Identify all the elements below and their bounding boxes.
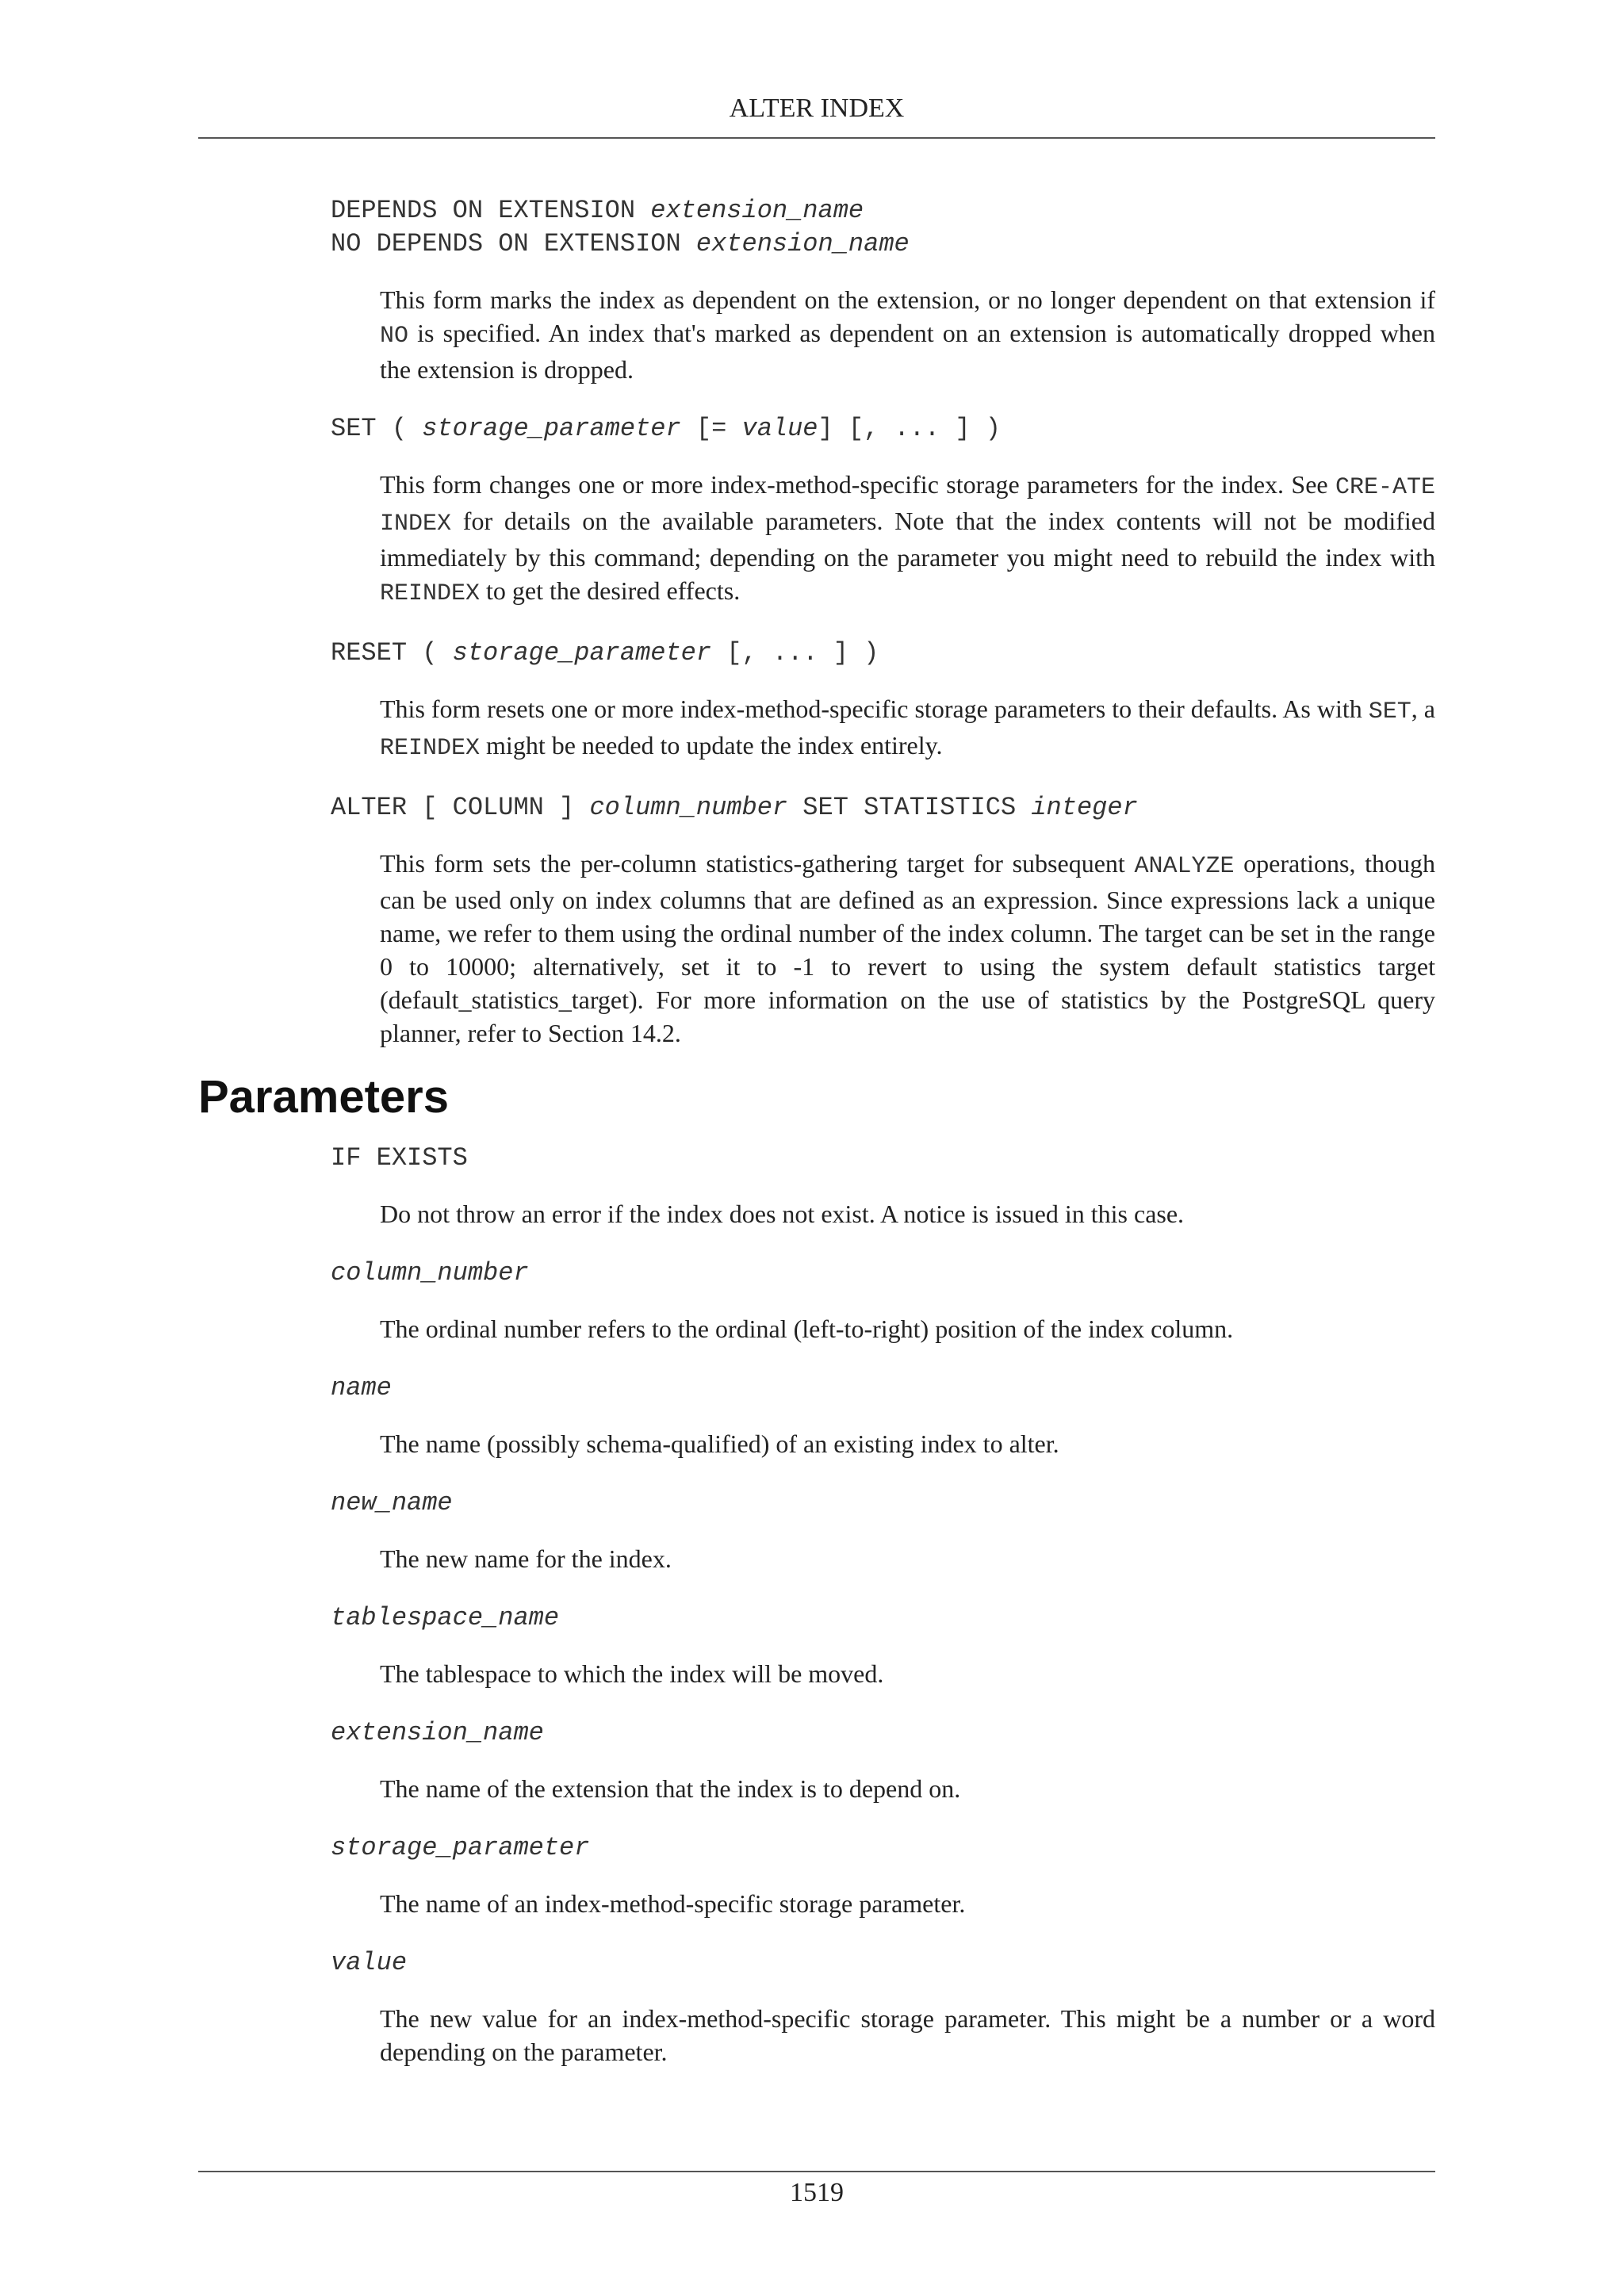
section-heading-parameters: Parameters — [198, 1071, 449, 1123]
param-term: storage_parameter — [331, 1833, 590, 1862]
page-number: 1519 — [790, 2178, 844, 2207]
footer-rule — [198, 2171, 1435, 2172]
form-depends-line2 — [331, 228, 1435, 261]
argument: extension_name — [695, 229, 910, 258]
running-header: ALTER INDEX — [729, 94, 905, 123]
keyword: NO DEPENDS ON EXTENSION — [331, 229, 696, 258]
form-depends-line1 — [331, 194, 1435, 228]
param-description: Do not throw an error if the index does not exist. A notice is issued in this case. — [380, 1200, 1185, 1228]
form-alter-column-syntax: ALTER [ COLUMN ] column_number SET STATISTICS integer — [331, 793, 1138, 822]
param-term: name — [331, 1373, 392, 1402]
param-term: new_name — [331, 1488, 453, 1517]
form-reset-syntax: RESET ( storage_parameter [, ... ] ) — [331, 638, 879, 668]
keyword: DEPENDS ON EXTENSION — [331, 196, 651, 225]
param-description: The tablespace to which the index will be moved. — [380, 1659, 884, 1688]
inline-code: REINDEX — [380, 580, 481, 607]
param-description: The name of the extension that the index is to depend on. — [380, 1774, 961, 1803]
param-term: extension_name — [331, 1718, 544, 1747]
param-term: IF EXISTS — [331, 1143, 468, 1173]
form-reset-description: This form resets one or more index-method-specific storage parameters to their defaults. As with SET, a REINDEX might be needed to update the index entirely. — [380, 695, 1436, 762]
param-term: value — [331, 1948, 408, 1977]
param-description: The name (possibly schema-qualified) of an existing index to alter. — [380, 1429, 1059, 1458]
param-description: The ordinal number refers to the ordinal (left-to-right) position of the index column. — [380, 1314, 1234, 1343]
param-term: column_number — [331, 1258, 529, 1288]
header-rule — [198, 137, 1435, 139]
inline-code: REINDEX — [380, 735, 481, 762]
page-content — [198, 194, 1435, 2068]
form-alter-column-description: This form sets the per-column statistics-gathering target for subsequent ANALYZE operations, though can be used only on index columns that are defined as an expression. Since expressions lack a unique name, we refer to them using the ordinal number of the index column. The target can be set in the range 0 to 10000; alternatively, set it to -1 to revert to using the system default statistics target (default_statistics_target). For more information on the use of statistics by the PostgreSQL query planner, refer to Section 14.2. — [380, 849, 1436, 1047]
inline-code: SET — [1368, 698, 1411, 725]
form-depends-description: This form marks the index as dependent on the extension, or no longer dependent on that extension if NO is specified. An index that's marked as dependent on an extension is automatically dropped when the extension is dropped. — [380, 285, 1435, 384]
inline-code: NO — [380, 323, 409, 350]
param-term: tablespace_name — [331, 1603, 560, 1632]
param-description: The new value for an index-method-specific storage parameter. This might be a number or a word depending on the parameter. — [380, 2004, 1435, 2066]
form-set-description: This form changes one or more index-method-specific storage parameters for the index. See CRE-ATE INDEX for details on the available parameters. Note that the index contents will not be modified immediately by this command; depending on the parameter you might need to rebuild the index with REINDEX to get the desired effects. — [380, 470, 1435, 607]
inline-code: ANALYZE — [1134, 853, 1235, 880]
inline-code: CRE-ATE INDEX — [380, 474, 1435, 538]
form-set-syntax: SET ( storage_parameter [= value] [, ... ] ) — [331, 414, 1001, 443]
param-description: The new name for the index. — [380, 1544, 672, 1573]
param-description: The name of an index-method-specific storage parameter. — [380, 1889, 966, 1918]
argument: extension_name — [650, 196, 864, 225]
